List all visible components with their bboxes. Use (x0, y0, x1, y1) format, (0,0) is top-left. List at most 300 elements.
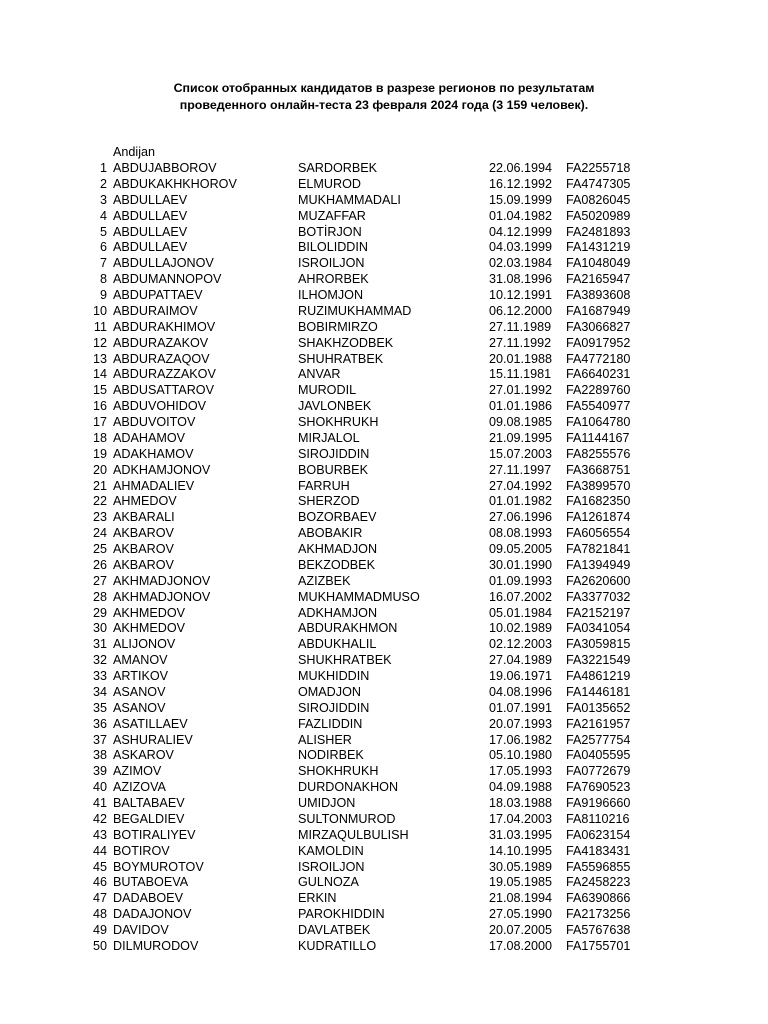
given-name-cell: SHERZOD (298, 494, 360, 509)
given-name-cell: SHUHRATBEK (298, 351, 384, 366)
surname-cell: AZIMOV (113, 764, 162, 779)
given-name-cell: MUKHIDDIN (298, 669, 370, 683)
surname-cell: ADAKHAMOV (113, 446, 194, 461)
row-number: 43 (92, 827, 107, 842)
table-row (0, 239, 768, 255)
birth-date-cell: 17.04.2003 (489, 811, 553, 826)
table-row (0, 605, 768, 621)
row-number: 47 (92, 891, 107, 906)
passport-cell: FA3059815 (566, 637, 631, 652)
row-number: 2 (99, 176, 107, 191)
table-row (0, 557, 768, 573)
birth-date-cell: 15.09.1999 (489, 192, 553, 207)
birth-date-cell: 17.05.1993 (489, 764, 553, 779)
birth-date-cell: 30.01.1990 (489, 557, 553, 572)
row-number: 11 (93, 319, 107, 334)
birth-date-cell: 27.04.1992 (489, 478, 553, 493)
row-number: 10 (92, 303, 107, 318)
given-name-cell: ADKHAMJON (298, 605, 378, 620)
given-name-cell: PAROKHIDDIN (298, 907, 385, 922)
surname-cell: ABDURAZZAKOV (113, 367, 216, 382)
given-name-cell: SIROJIDDIN (298, 446, 370, 461)
given-name-cell: FAZLIDDIN (298, 716, 363, 731)
surname-cell: ADAHAMOV (113, 430, 186, 445)
table-row (0, 811, 768, 827)
passport-cell: FA3893608 (566, 288, 631, 302)
surname-cell: ASANOV (113, 700, 166, 715)
passport-cell: FA1446181 (566, 684, 631, 699)
row-number: 9 (99, 288, 107, 302)
birth-date-cell: 27.11.1992 (489, 335, 552, 350)
given-name-cell: ALISHER (298, 732, 352, 747)
birth-date-cell: 09.08.1985 (489, 415, 553, 429)
passport-cell: FA1261874 (566, 510, 631, 525)
row-number: 26 (92, 557, 107, 572)
birth-date-cell: 20.01.1988 (489, 351, 553, 366)
table-row (0, 890, 768, 906)
table-row (0, 859, 768, 875)
table-row (0, 430, 768, 446)
passport-cell: FA6390866 (566, 891, 631, 906)
row-number: 16 (92, 399, 107, 414)
birth-date-cell: 27.06.1996 (489, 510, 553, 525)
birth-date-cell: 10.12.1991 (489, 288, 553, 302)
surname-cell: ASHURALIEV (113, 732, 193, 747)
given-name-cell: MUZAFFAR (298, 208, 366, 223)
given-name-cell: SHOKHRUKH (298, 764, 379, 779)
row-number: 25 (92, 542, 107, 556)
birth-date-cell: 08.08.1993 (489, 526, 553, 541)
given-name-cell: FARRUH (298, 478, 350, 493)
passport-cell: FA3377032 (566, 589, 631, 604)
surname-cell: AMANOV (113, 653, 168, 668)
birth-date-cell: 20.07.2005 (489, 923, 553, 937)
row-number: 13 (92, 351, 107, 366)
given-name-cell: BOBIRMIRZO (298, 319, 378, 334)
passport-cell: FA5540977 (566, 399, 631, 414)
row-number: 12 (92, 335, 107, 350)
row-number: 37 (92, 732, 107, 747)
given-name-cell: ABDUKHALIL (298, 637, 377, 652)
row-number: 28 (92, 589, 107, 604)
row-number: 44 (92, 843, 107, 858)
birth-date-cell: 04.03.1999 (489, 240, 553, 255)
given-name-cell: SIROJIDDIN (298, 700, 370, 715)
given-name-cell: SULTONMUROD (298, 811, 396, 826)
row-number: 18 (92, 430, 107, 445)
row-number: 32 (92, 653, 107, 668)
birth-date-cell: 31.08.1996 (489, 272, 553, 287)
surname-cell: BOTIRALIYEV (113, 827, 196, 842)
passport-cell: FA8255576 (566, 446, 631, 461)
surname-cell: AKHMADJONOV (113, 589, 211, 604)
row-number: 31 (92, 637, 107, 652)
row-number: 4 (99, 208, 107, 223)
row-number: 48 (92, 907, 107, 922)
table-row (0, 319, 768, 335)
passport-cell: FA2173256 (566, 907, 631, 922)
row-number: 23 (92, 510, 107, 525)
passport-cell: FA2161957 (566, 716, 631, 731)
row-number: 36 (92, 716, 107, 731)
birth-date-cell: 05.10.1980 (489, 748, 553, 763)
table-row (0, 906, 768, 922)
birth-date-cell: 01.04.1982 (489, 208, 553, 223)
passport-cell: FA1064780 (566, 415, 631, 429)
given-name-cell: AHRORBEK (298, 272, 369, 287)
passport-cell: FA6056554 (566, 526, 631, 541)
row-number: 35 (92, 700, 107, 715)
table-row (0, 160, 768, 176)
table-row (0, 652, 768, 668)
row-number: 22 (92, 494, 107, 509)
birth-date-cell: 14.10.1995 (489, 843, 553, 858)
surname-cell: ABDURAZAKOV (113, 335, 209, 350)
birth-date-cell: 01.01.1986 (489, 399, 553, 414)
surname-cell: BUTABOEVA (113, 875, 189, 890)
passport-cell: FA0341054 (566, 621, 631, 636)
row-number: 27 (92, 573, 107, 588)
given-name-cell: BILOLIDDIN (298, 240, 368, 255)
surname-cell: BEGALDIEV (113, 811, 185, 826)
birth-date-cell: 15.07.2003 (489, 446, 553, 461)
table-row (0, 922, 768, 938)
passport-cell: FA3668751 (566, 462, 631, 477)
surname-cell: AKHMEDOV (113, 605, 186, 620)
birth-date-cell: 22.06.1994 (489, 161, 553, 175)
birth-date-cell: 16.07.2002 (489, 589, 553, 604)
table-row (0, 795, 768, 811)
surname-cell: ASANOV (113, 684, 166, 699)
given-name-cell: NODIRBEK (298, 748, 364, 763)
surname-cell: AKBAROV (113, 557, 174, 572)
given-name-cell: DAVLATBEK (298, 923, 371, 937)
row-number: 38 (92, 748, 107, 763)
surname-cell: ABDUJABBOROV (113, 161, 217, 175)
table-row (0, 779, 768, 795)
surname-cell: ABDULLAEV (113, 240, 188, 255)
row-number: 6 (99, 240, 107, 255)
row-number: 20 (92, 462, 107, 477)
given-name-cell: BEKZODBEK (298, 557, 375, 572)
table-row (0, 462, 768, 478)
given-name-cell: DURDONAKHON (298, 780, 399, 795)
given-name-cell: BOBURBEK (298, 462, 368, 477)
surname-cell: ABDURAKHIMOV (113, 319, 216, 334)
table-row (0, 541, 768, 557)
passport-cell: FA2255718 (566, 161, 631, 175)
row-number: 40 (92, 780, 107, 795)
table-row (0, 732, 768, 748)
table-row (0, 525, 768, 541)
surname-cell: DILMURODOV (113, 938, 199, 953)
table-row (0, 843, 768, 859)
row-number: 7 (99, 256, 107, 271)
surname-cell: BOTIROV (113, 843, 170, 858)
row-number: 50 (92, 938, 107, 953)
birth-date-cell: 17.08.2000 (489, 938, 553, 953)
table-row (0, 668, 768, 684)
table-row (0, 382, 768, 398)
birth-date-cell: 01.07.1991 (489, 700, 553, 715)
given-name-cell: MUKHAMMADMUSO (298, 589, 420, 604)
passport-cell: FA1144167 (566, 430, 630, 445)
surname-cell: ABDUPATTAEV (113, 288, 203, 302)
given-name-cell: ELMUROD (298, 176, 361, 191)
row-number: 34 (92, 684, 107, 699)
passport-cell: FA1048049 (566, 256, 631, 271)
surname-cell: ABDURAZAQOV (113, 351, 210, 366)
passport-cell: FA1682350 (566, 494, 631, 509)
row-number: 1 (99, 161, 107, 175)
passport-cell: FA0917952 (566, 335, 631, 350)
given-name-cell: MUKHAMMADALI (298, 192, 401, 207)
given-name-cell: ISROILJON (298, 859, 365, 874)
surname-cell: AKBAROV (113, 542, 174, 556)
surname-cell: ARTIKOV (113, 669, 169, 683)
passport-cell: FA2289760 (566, 383, 631, 398)
passport-cell: FA2458223 (566, 875, 631, 890)
row-number: 24 (92, 526, 107, 541)
birth-date-cell: 09.05.2005 (489, 542, 553, 556)
table-row (0, 303, 768, 319)
surname-cell: AHMEDOV (113, 494, 177, 509)
row-number: 8 (99, 272, 107, 287)
table-row (0, 763, 768, 779)
row-number: 14 (92, 367, 107, 382)
passport-cell: FA5596855 (566, 859, 631, 874)
table-row (0, 747, 768, 763)
passport-cell: FA1687949 (566, 303, 631, 318)
given-name-cell: KAMOLDIN (298, 843, 364, 858)
surname-cell: AKHMEDOV (113, 621, 186, 636)
birth-date-cell: 10.02.1989 (489, 621, 553, 636)
given-name-cell: SHUKHRATBEK (298, 653, 392, 668)
passport-cell: FA6640231 (566, 367, 631, 382)
birth-date-cell: 16.12.1992 (489, 176, 553, 191)
birth-date-cell: 21.09.1995 (489, 430, 553, 445)
passport-cell: FA3899570 (566, 478, 631, 493)
row-number: 30 (92, 621, 107, 636)
given-name-cell: AKHMADJON (298, 542, 378, 556)
given-name-cell: AZIZBEK (298, 573, 351, 588)
row-number: 39 (92, 764, 107, 779)
row-number: 45 (92, 859, 107, 874)
table-row (0, 874, 768, 890)
given-name-cell: ISROILJON (298, 256, 365, 271)
row-number: 41 (92, 796, 107, 810)
table-row (0, 351, 768, 367)
row-number: 17 (92, 415, 107, 429)
passport-cell: FA2577754 (566, 732, 631, 747)
table-row (0, 573, 768, 589)
surname-cell: ADKHAMJONOV (113, 462, 211, 477)
row-number: 15 (92, 383, 107, 398)
birth-date-cell: 27.04.1989 (489, 653, 553, 668)
title-line-1: Список отобранных кандидатов в разрезе регионов по результатам (173, 81, 595, 95)
birth-date-cell: 27.01.1992 (489, 383, 553, 398)
table-row (0, 176, 768, 192)
row-number: 46 (92, 875, 107, 890)
given-name-cell: MIRJALOL (298, 430, 360, 445)
given-name-cell: GULNOZA (298, 875, 359, 890)
surname-cell: DADAJONOV (113, 907, 192, 922)
passport-cell: FA2152197 (566, 605, 631, 620)
surname-cell: AHMADALIEV (113, 478, 195, 493)
passport-cell: FA7690523 (566, 780, 631, 795)
passport-cell: FA3066827 (566, 319, 631, 334)
surname-cell: BOYMUROTOV (113, 859, 204, 874)
surname-cell: AKBAROV (113, 526, 174, 541)
birth-date-cell: 21.08.1994 (489, 891, 553, 906)
passport-cell: FA0135652 (566, 700, 631, 715)
table-row (0, 446, 768, 462)
surname-cell: AKBARALI (113, 510, 175, 525)
birth-date-cell: 30.05.1989 (489, 859, 553, 874)
given-name-cell: BOTİRJON (298, 224, 362, 239)
birth-date-cell: 19.05.1985 (489, 875, 553, 890)
passport-cell: FA7821841 (566, 542, 631, 556)
surname-cell: ABDULLAEV (113, 224, 188, 239)
row-number: 5 (99, 224, 107, 239)
table-row (0, 208, 768, 224)
surname-cell: DAVIDOV (113, 923, 169, 937)
row-number: 3 (99, 192, 107, 207)
table-row (0, 700, 768, 716)
row-number: 29 (92, 605, 107, 620)
given-name-cell: SHAKHZODBEK (298, 335, 394, 350)
birth-date-cell: 04.12.1999 (489, 224, 553, 239)
surname-cell: BALTABAEV (113, 796, 185, 810)
surname-cell: ASKAROV (113, 748, 174, 763)
surname-cell: DADABOEV (113, 891, 183, 906)
birth-date-cell: 02.12.2003 (489, 637, 553, 652)
passport-cell: FA4772180 (566, 351, 631, 366)
passport-cell: FA5767638 (566, 923, 631, 937)
table-row (0, 271, 768, 287)
birth-date-cell: 17.06.1982 (489, 732, 553, 747)
passport-cell: FA4861219 (566, 669, 631, 683)
given-name-cell: ABDURAKHMON (298, 621, 398, 636)
given-name-cell: ANVAR (298, 367, 341, 382)
region-heading: Andijan (113, 145, 156, 159)
passport-cell: FA4183431 (566, 843, 631, 858)
passport-cell: FA2620600 (566, 573, 631, 588)
surname-cell: ABDUVOITOV (113, 415, 196, 429)
surname-cell: AKHMADJONOV (113, 573, 211, 588)
given-name-cell: JAVLONBEK (298, 399, 372, 414)
passport-cell: FA8110216 (566, 811, 630, 826)
row-number: 19 (92, 446, 107, 461)
row-number: 49 (92, 923, 107, 937)
row-number: 21 (92, 478, 107, 493)
passport-cell: FA0826045 (566, 192, 631, 207)
table-row (0, 589, 768, 605)
given-name-cell: KUDRATILLO (298, 938, 377, 953)
passport-cell: FA9196660 (566, 796, 631, 810)
table-row (0, 636, 768, 652)
table-row (0, 287, 768, 303)
passport-cell: FA2481893 (566, 224, 631, 239)
birth-date-cell: 18.03.1988 (489, 796, 553, 810)
given-name-cell: MURODIL (298, 383, 357, 398)
passport-cell: FA3221549 (566, 653, 631, 668)
birth-date-cell: 27.11.1997 (489, 462, 552, 477)
table-row (0, 414, 768, 430)
passport-cell: FA2165947 (566, 272, 631, 287)
birth-date-cell: 06.12.2000 (489, 303, 553, 318)
surname-cell: ABDUMANNOPOV (113, 272, 222, 287)
candidate-list (0, 160, 768, 954)
table-row (0, 478, 768, 494)
birth-date-cell: 04.08.1996 (489, 684, 553, 699)
surname-cell: ABDULLAEV (113, 192, 188, 207)
table-row (0, 192, 768, 208)
passport-cell: FA1394949 (566, 557, 631, 572)
document-title (0, 80, 768, 114)
passport-cell: FA1755701 (566, 938, 631, 953)
surname-cell: ALIJONOV (113, 637, 176, 652)
row-number: 33 (92, 669, 107, 683)
surname-cell: ABDULLAEV (113, 208, 188, 223)
birth-date-cell: 19.06.1971 (489, 669, 553, 683)
passport-cell: FA4747305 (566, 176, 631, 191)
table-row (0, 684, 768, 700)
passport-cell: FA0623154 (566, 827, 631, 842)
given-name-cell: ERKIN (298, 891, 337, 906)
table-row (0, 224, 768, 240)
passport-cell: FA5020989 (566, 208, 631, 223)
surname-cell: ABDUKAKHKHOROV (113, 176, 237, 191)
table-row (0, 716, 768, 732)
birth-date-cell: 05.01.1984 (489, 605, 553, 620)
table-row (0, 620, 768, 636)
given-name-cell: OMADJON (298, 684, 361, 699)
birth-date-cell: 15.11.1981 (489, 367, 552, 382)
given-name-cell: ILHOMJON (298, 288, 364, 302)
birth-date-cell: 01.01.1982 (489, 494, 553, 509)
passport-cell: FA0772679 (566, 764, 631, 779)
surname-cell: ASATILLAEV (113, 716, 188, 731)
birth-date-cell: 02.03.1984 (489, 256, 553, 271)
table-row (0, 509, 768, 525)
table-row (0, 366, 768, 382)
birth-date-cell: 20.07.1993 (489, 716, 553, 731)
given-name-cell: SHOKHRUKH (298, 415, 379, 429)
table-row (0, 398, 768, 414)
surname-cell: ABDUVOHIDOV (113, 399, 207, 414)
surname-cell: ABDULLAJONOV (113, 256, 214, 271)
table-row (0, 335, 768, 351)
birth-date-cell: 31.03.1995 (489, 827, 553, 842)
given-name-cell: ABOBAKIR (298, 526, 363, 541)
table-row (0, 255, 768, 271)
table-row (0, 938, 768, 954)
birth-date-cell: 27.11.1989 (489, 319, 552, 334)
given-name-cell: UMIDJON (298, 796, 356, 810)
table-row (0, 493, 768, 509)
passport-cell: FA1431219 (566, 240, 631, 255)
title-line-2: проведенного онлайн-теста 23 февраля 2024 года (3 159 человек). (179, 98, 589, 112)
surname-cell: AZIZOVA (113, 780, 166, 795)
birth-date-cell: 04.09.1988 (489, 780, 553, 795)
given-name-cell: SARDORBEK (298, 161, 378, 175)
given-name-cell: RUZIMUKHAMMAD (298, 303, 412, 318)
surname-cell: ABDURAIMOV (113, 303, 198, 318)
row-number: 42 (92, 811, 107, 826)
passport-cell: FA0405595 (566, 748, 631, 763)
surname-cell: ABDUSATTAROV (113, 383, 214, 398)
